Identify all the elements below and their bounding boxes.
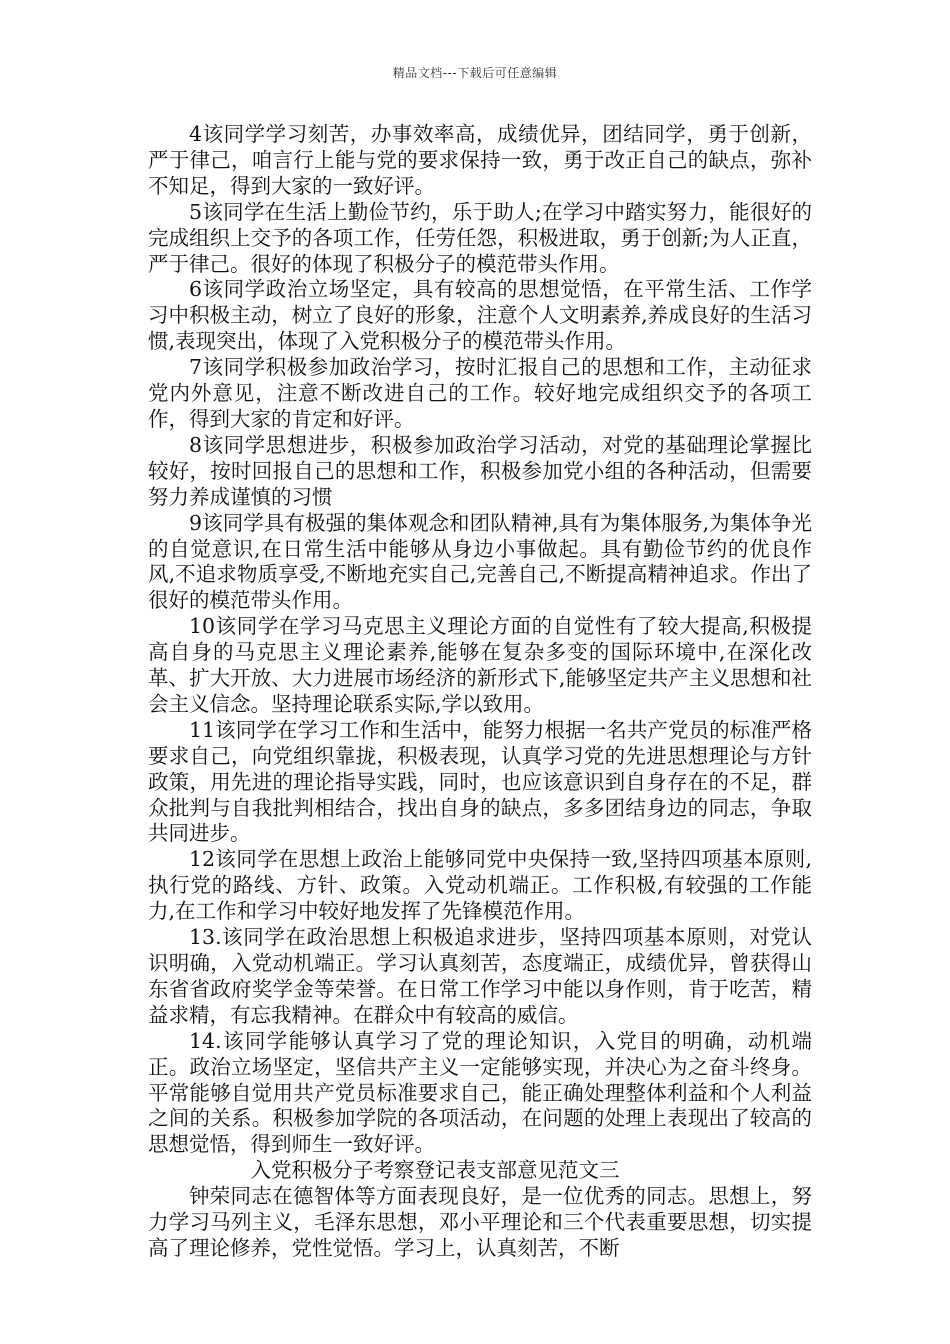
paragraph-5: 5该同学在生活上勤俭节约，乐于助人;在学习中踏实努力，能很好的完成组织上交予的各项工作，任劳任怨，积极进取，勇于创新;为人正直，严于律己。很好的体现了积极分子的模范带头作用。 [148,199,812,276]
section-title: 入党积极分子考察登记表支部意见范文三 [250,1158,620,1183]
paragraph-6: 6该同学政治立场坚定，具有较高的思想觉悟，在平常生活、工作学习中积极主动，树立了良好的形象，注意个人文明素养,养成良好的生活习惯,表现突出，体现了入党积极分子的模范带头作用。 [148,277,812,354]
paragraph-13: 13.该同学在政治思想上积极追求进步，坚持四项基本原则，对党认识明确，入党动机端正。学习认真刻苦，态度端正，成绩优异，曾获得山东省省政府奖学金等荣誉。在日常工作学习中能以身作则，肯于吃苦，精益求精，有忘我精神。在群众中有较高的威信。 [148,925,812,1027]
paragraph-8: 8该同学思想进步，积极参加政治学习活动，对党的基础理论掌握比较好，按时回报自己的思想和工作，积极参加党小组的各种活动，但需要努力养成谨慎的习惯 [148,432,812,509]
paragraph-9: 9该同学具有极强的集体观念和团队精神,具有为集体服务,为集体争光的自觉意识,在日常生活中能够从身边小事做起。具有勤俭节约的优良作风,不追求物质享受,不断地充实自己,完善自己,不断提高精神追求。作出了很好的模范带头作用。 [148,510,812,613]
paragraph-11: 11该同学在学习工作和生活中，能努力根据一名共产党员的标准严格要求自己，向党组织靠拢，积极表现，认真学习党的先进思想理论与方针政策，用先进的理论指导实践，同时，也应该意识到自身存在的不足，群众批判与自我批判相结合，找出自身的缺点，多多团结身边的同志，争取共同进步。 [148,717,812,846]
page-header: 精品文档---下载后可任意编辑 [392,66,558,80]
paragraph-12: 12该同学在思想上政治上能够同党中央保持一致,坚持四项基本原则,执行党的路线、方针、政策。入党动机端正。工作积极,有较强的工作能力,在工作和学习中较好地发挥了先锋模范作用。 [148,847,812,924]
paragraph-14: 14.该同学能够认真学习了党的理论知识，入党目的明确，动机端正。政治立场坚定，坚信共产主义一定能够实现，并决心为之奋斗终身。平常能够自觉用共产党员标准要求自己，能正确处理整体利益和个人利益之间的关系。积极参加学院的各项活动，在问题的处理上表现出了较高的思想觉悟，得到师生一致好评。 [148,1028,812,1157]
paragraph-7: 7该同学积极参加政治学习，按时汇报自己的思想和工作，主动征求党内外意见，注意不断改进自己的工作。较好地完成组织交予的各项工作，得到大家的肯定和好评。 [148,355,812,431]
paragraph-10: 10该同学在学习马克思主义理论方面的自觉性有了较大提高,积极提高自身的马克思主义理论素养,能够在复杂多变的国际环境中,在深化改革、扩大开放、大力进展市场经济的新形式下,能够坚定共产主义思想和社会主义信念。坚持理论联系实际,学以致用。 [148,614,812,716]
document-body [148,122,812,1262]
paragraph-4: 4该同学学习刻苦，办事效率高，成绩优异，团结同学，勇于创新，严于律己，咱言行上能与党的要求保持一致，勇于改正自己的缺点，弥补不知足，得到大家的一致好评。 [148,122,812,198]
closing-paragraph: 钟荣同志在德智体等方面表现良好，是一位优秀的同志。思想上，努力学习马列主义，毛泽东思想，邓小平理论和三个代表重要思想，切实提高了理论修养，党性觉悟。学习上，认真刻苦，不断 [148,1184,812,1260]
